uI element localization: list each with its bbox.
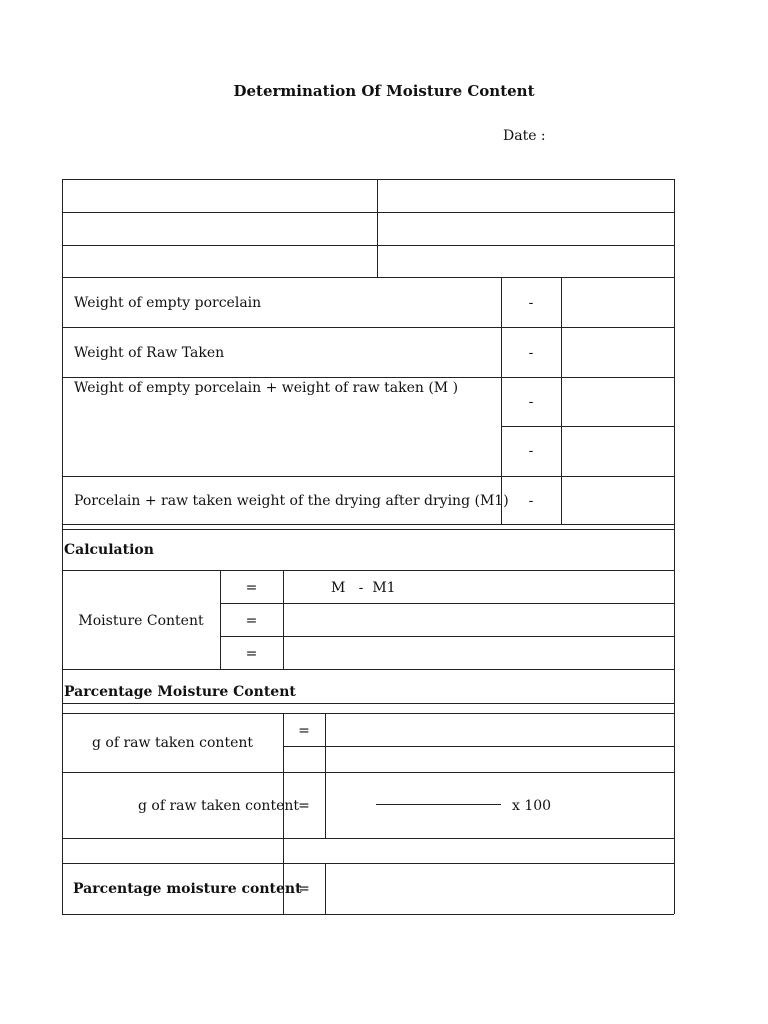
raw-taken-content-label: g of raw taken content xyxy=(92,735,253,751)
measurement-sep: - xyxy=(528,345,534,361)
percentage-heading: Parcentage Moisture Content xyxy=(64,684,296,700)
final-percentage-label: Parcentage moisture content xyxy=(73,881,302,897)
formula-text: M - M1 xyxy=(331,580,396,596)
measurement-label: Weight of empty porcelain + weight of raw taken (M ) xyxy=(74,380,459,396)
measurement-label: Weight of Raw Taken xyxy=(74,345,225,361)
multiplier-text: x 100 xyxy=(512,798,552,814)
measurement-sep: - xyxy=(528,394,534,410)
moisture-content-label: Moisture Content xyxy=(78,613,204,629)
equals-sign: = xyxy=(298,723,310,739)
raw-taken-content-label: g of raw taken content xyxy=(138,798,299,814)
page-title: Determination Of Moisture Content xyxy=(233,82,535,100)
date-label: Date : xyxy=(503,128,546,144)
equals-sign: = xyxy=(245,580,258,596)
measurement-sep: - xyxy=(528,493,534,509)
equals-sign: = xyxy=(245,646,258,662)
equals-sign: = xyxy=(245,613,258,629)
fraction-line xyxy=(376,804,501,805)
equals-sign: = xyxy=(298,881,310,897)
calculation-heading: Calculation xyxy=(64,542,154,558)
equals-sign: = xyxy=(298,798,310,814)
measurement-label: Porcelain + raw taken weight of the drying after drying (M1) xyxy=(74,493,509,509)
measurement-sep: - xyxy=(528,295,534,311)
measurement-label: Weight of empty porcelain xyxy=(74,295,262,311)
measurement-sep: - xyxy=(528,443,534,459)
